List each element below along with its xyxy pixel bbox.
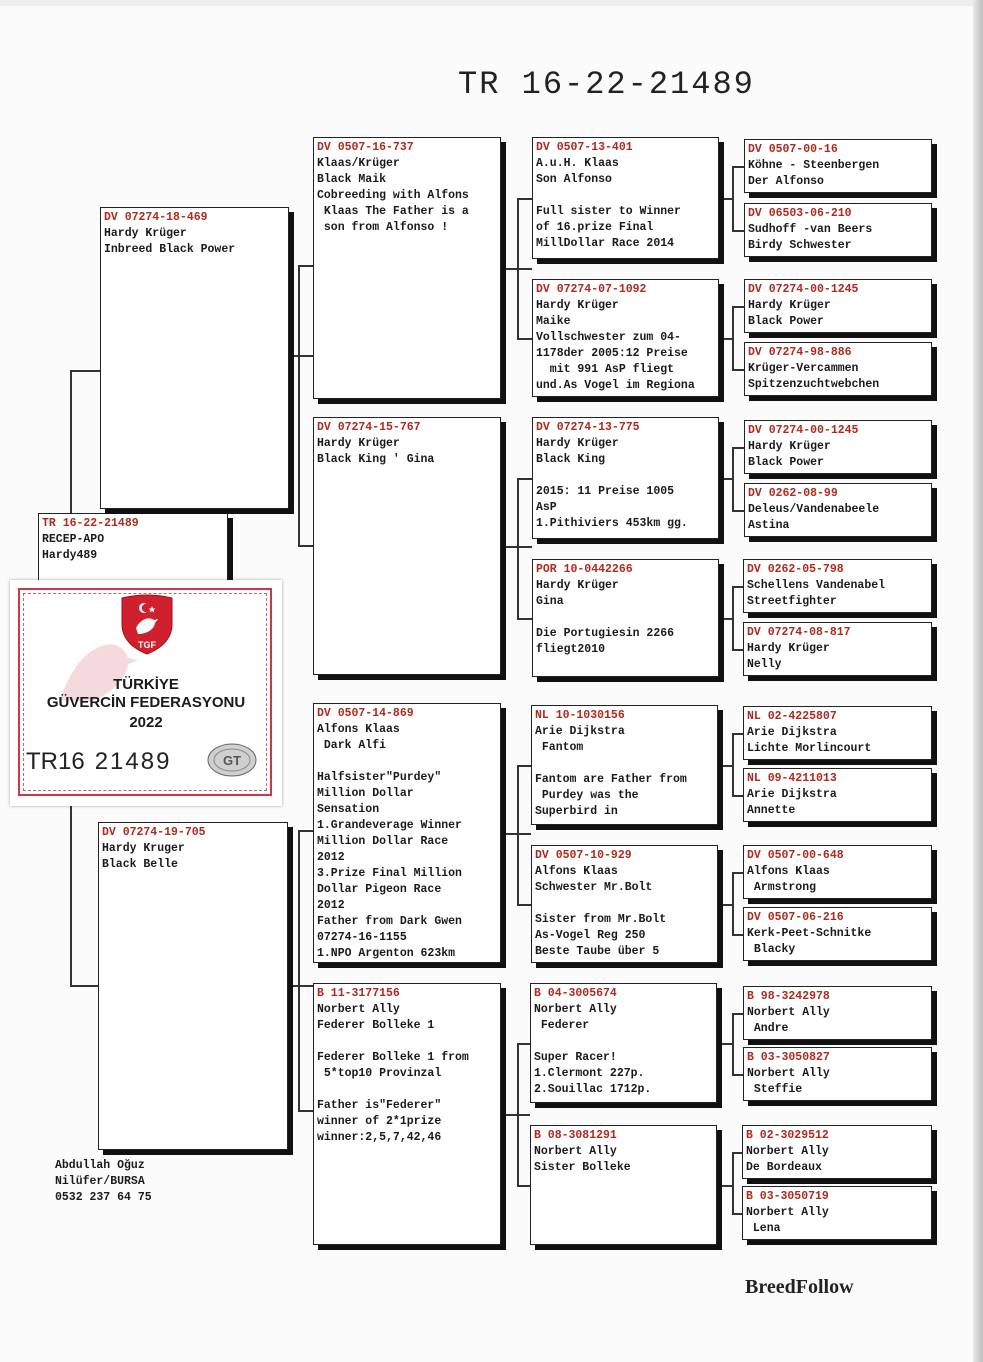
great-grandparent-line: 2015: 11 Preise 1005	[536, 485, 675, 498]
mother-ring: DV 07274-19-705	[102, 826, 206, 839]
ggg-line: Black Power	[748, 456, 824, 469]
ggg-ring: B 03-3050719	[746, 1190, 829, 1203]
great-grandparent-line: of 16.prize Final	[536, 221, 654, 234]
line-gap	[317, 754, 497, 770]
ggg-line: Lichte Morlincourt	[747, 742, 872, 755]
ggg-card[interactable]	[744, 420, 932, 474]
grandparent-line: 1.Grandeverage Winner	[317, 819, 462, 832]
ggg-ring: DV 0507-00-648	[747, 849, 844, 862]
father-card[interactable]	[100, 207, 289, 509]
ggg-line: Birdy Schwester	[748, 239, 852, 252]
hologram-seal-icon	[206, 742, 258, 778]
connector-line	[501, 833, 531, 835]
great-grandparent-line: Super Racer!	[534, 1051, 617, 1064]
grandparent-card[interactable]	[313, 703, 501, 963]
grandparent-line: 3.Prize Final Million	[317, 867, 462, 880]
great-grandparent-card[interactable]	[532, 137, 719, 259]
ggg-card[interactable]	[743, 622, 932, 676]
certificate-ring	[26, 748, 171, 776]
great-grandparent-line: Norbert Ally	[534, 1003, 617, 1016]
brand-logo: BreedFollow	[745, 1276, 854, 1298]
subject-ring: TR 16-22-21489	[42, 517, 139, 530]
connector-line	[298, 1110, 313, 1112]
connector-line	[70, 985, 98, 987]
great-grandparent-ring: DV 0507-13-401	[536, 141, 633, 154]
great-grandparent-card[interactable]	[532, 559, 719, 677]
grandparent-line: Federer Bolleke 1 from	[317, 1051, 469, 1064]
ggg-ring: B 02-3029512	[746, 1129, 829, 1142]
connector-line	[288, 985, 313, 987]
great-grandparent-line: Gina	[536, 595, 564, 608]
ggg-line: Köhne - Steenbergen	[748, 159, 880, 172]
great-grandparent-line: Sister Bolleke	[534, 1161, 631, 1174]
owner-city: Nilüfer/BURSA	[55, 1175, 145, 1188]
connector-line	[517, 1185, 530, 1187]
connector-line	[722, 1043, 732, 1045]
great-grandparent-line: Fantom	[535, 741, 584, 754]
great-grandparent-line: 2.Souillac 1712p.	[534, 1083, 652, 1096]
great-grandparent-card[interactable]	[531, 845, 718, 963]
grandparent-line: winner:2,5,7,42,46	[317, 1131, 442, 1144]
great-grandparent-line: Fantom are Father from	[535, 773, 687, 786]
ggg-ring: DV 0262-08-99	[748, 487, 838, 500]
connector-line	[298, 830, 313, 832]
great-grandparent-line: 1.Pithiviers 453km gg.	[536, 517, 688, 530]
mother-line: Hardy Kruger	[102, 842, 185, 855]
great-grandparent-line: und.As Vogel im Regiona	[536, 379, 695, 392]
connector-line	[298, 830, 300, 1110]
mother-line: Black Belle	[102, 858, 178, 871]
grandparent-line: 1.NPO Argenton 623km	[317, 947, 456, 960]
connector-line	[517, 765, 519, 904]
ggg-line: Krüger-Vercammen	[748, 362, 859, 375]
ggg-card[interactable]	[742, 1186, 932, 1240]
connector-line	[732, 369, 744, 371]
ggg-card[interactable]	[743, 706, 932, 760]
ggg-line: Lena	[746, 1222, 781, 1235]
ggg-line: Norbert Ally	[746, 1145, 829, 1158]
ggg-card[interactable]	[744, 483, 932, 537]
scan-edge-right	[973, 0, 983, 1362]
ggg-ring: DV 07274-00-1245	[748, 283, 859, 296]
grandparent-line: Million Dollar	[317, 787, 414, 800]
seal-text: GT	[222, 753, 242, 768]
mother-card[interactable]	[98, 822, 288, 1150]
subject-line: RECEP-APO	[42, 533, 105, 546]
ggg-line: Norbert Ally	[747, 1067, 830, 1080]
ggg-line: Kerk-Peet-Schnitke	[747, 927, 872, 940]
owner-name: Abdullah Oğuz	[55, 1159, 145, 1172]
ggg-ring: DV 07274-08-817	[747, 626, 851, 639]
great-grandparent-line: Norbert Ally	[534, 1145, 617, 1158]
ggg-card[interactable]	[742, 1125, 932, 1179]
great-grandparent-line: Maike	[536, 315, 571, 328]
ggg-line: Schellens Vandenabel	[747, 579, 886, 592]
page-title: TR 16-22-21489	[458, 66, 755, 103]
ggg-ring: DV 06503-06-210	[748, 207, 852, 220]
ggg-card[interactable]	[744, 203, 932, 257]
grandparent-card[interactable]	[313, 983, 501, 1245]
grandparent-line: Klaas/Krüger	[317, 157, 400, 170]
connector-line	[732, 447, 734, 510]
great-grandparent-line: Arie Dijkstra	[535, 725, 625, 738]
ggg-line: Black Power	[748, 315, 824, 328]
connector-line	[732, 166, 734, 230]
certificate-ring-prefix: TR16	[26, 748, 85, 775]
ggg-line: Sudhoff -van Beers	[748, 223, 873, 236]
great-grandparent-line: Hardy Krüger	[536, 579, 619, 592]
line-gap	[317, 1034, 497, 1050]
ggg-line: Nelly	[747, 658, 782, 671]
great-grandparent-ring: DV 07274-07-1092	[536, 283, 647, 296]
grandparent-line: Norbert Ally	[317, 1003, 400, 1016]
great-grandparent-line: 1.Clermont 227p.	[534, 1067, 645, 1080]
ggg-line: Andre	[747, 1022, 789, 1035]
great-grandparent-line: Superbird in	[535, 805, 618, 818]
ggg-line: Hardy Krüger	[747, 642, 830, 655]
connector-line	[722, 618, 732, 620]
connector-line	[298, 545, 313, 547]
connector-line	[722, 1185, 732, 1187]
great-grandparent-ring: DV 07274-13-775	[536, 421, 640, 434]
connector-line	[517, 338, 532, 340]
connector-line	[722, 904, 732, 906]
grandparent-line: Hardy Krüger	[317, 437, 400, 450]
connector-line	[501, 546, 532, 548]
connector-line	[722, 478, 732, 480]
grandparent-line: Klaas The Father is a	[317, 205, 469, 218]
great-grandparent-line: Beste Taube über 5	[535, 945, 660, 958]
father-line: Inbreed Black Power	[104, 243, 236, 256]
ggg-ring: NL 09-4211013	[747, 772, 837, 785]
grandparent-ring: DV 07274-15-767	[317, 421, 421, 434]
ggg-ring: B 98-3242978	[747, 990, 830, 1003]
grandparent-line: son from Alfonso !	[317, 221, 449, 234]
ggg-line: Norbert Ally	[746, 1206, 829, 1219]
connector-line	[722, 765, 732, 767]
line-gap	[536, 610, 715, 626]
connector-line	[732, 306, 744, 308]
owner-info	[55, 1158, 152, 1206]
grandparent-ring: B 11-3177156	[317, 987, 400, 1000]
connector-line	[732, 872, 734, 934]
great-grandparent-line: AsP	[536, 501, 557, 514]
grandparent-line: Federer Bolleke 1	[317, 1019, 435, 1032]
great-grandparent-ring: NL 10-1030156	[535, 709, 625, 722]
connector-line	[517, 198, 532, 200]
great-grandparent-ring: B 04-3005674	[534, 987, 617, 1000]
ggg-ring: DV 0507-00-16	[748, 143, 838, 156]
ggg-card[interactable]	[743, 1047, 932, 1101]
line-gap	[536, 188, 715, 204]
grandparent-line: Father is"Federer"	[317, 1099, 442, 1112]
great-grandparent-line: Die Portugiesin 2266	[536, 627, 675, 640]
ggg-line: Alfons Klaas	[747, 865, 830, 878]
connector-line	[517, 618, 532, 620]
ggg-ring: NL 02-4225807	[747, 710, 837, 723]
certificate-ring-number: 21489	[94, 748, 172, 775]
scan-edge-top	[0, 0, 983, 6]
ggg-line: Hardy Krüger	[748, 299, 831, 312]
grandparent-line: Halfsister"Purdey"	[317, 771, 442, 784]
great-grandparent-line: Alfons Klaas	[535, 865, 618, 878]
line-gap	[535, 896, 714, 912]
ggg-card[interactable]	[743, 559, 932, 613]
connector-line	[722, 338, 732, 340]
grandparent-line: Dollar Pigeon Race	[317, 883, 442, 896]
grandparent-line: 07274-16-1155	[317, 931, 407, 944]
connector-line	[517, 478, 532, 480]
great-grandparent-line: Vollschwester zum 04-	[536, 331, 681, 344]
ggg-card[interactable]	[744, 279, 932, 333]
line-gap	[536, 468, 715, 484]
certificate-federation: GÜVERCİN FEDERASYONU	[46, 694, 246, 711]
grandparent-line: Sensation	[317, 803, 380, 816]
connector-line	[517, 1043, 530, 1045]
ggg-line: De Bordeaux	[746, 1161, 822, 1174]
connector-line	[732, 510, 744, 512]
grandparent-line: 2012	[317, 851, 345, 864]
connector-line	[501, 268, 532, 270]
great-grandparent-line: MillDollar Race 2014	[536, 237, 675, 250]
grandparent-line: Alfons Klaas	[317, 723, 400, 736]
father-ring: DV 07274-18-469	[104, 211, 208, 224]
great-grandparent-line: Federer	[534, 1019, 590, 1032]
great-grandparent-ring: POR 10-0442266	[536, 563, 633, 576]
great-grandparent-line: mit 991 AsP fliegt	[536, 363, 675, 376]
connector-line	[517, 478, 519, 618]
ggg-line: Norbert Ally	[747, 1006, 830, 1019]
ggg-card[interactable]	[743, 768, 932, 822]
ggg-line: Astina	[748, 519, 790, 532]
great-grandparent-line: fliegt2010	[536, 643, 606, 656]
ggg-line: Spitzenzuchtwebchen	[748, 378, 880, 391]
grandparent-line: Father from Dark Gwen	[317, 915, 462, 928]
connector-line	[732, 586, 734, 649]
connector-line	[298, 265, 300, 545]
line-gap	[317, 1082, 497, 1098]
owner-phone: 0532 237 64 75	[55, 1191, 152, 1204]
ggg-card[interactable]	[743, 845, 932, 899]
certificate-year: 2022	[129, 714, 163, 731]
grandparent-card[interactable]	[313, 417, 501, 675]
connector-line	[289, 355, 313, 357]
connector-line	[298, 265, 313, 267]
father-line: Hardy Krüger	[104, 227, 187, 240]
connector-line	[732, 166, 744, 168]
connector-line	[732, 230, 744, 232]
ggg-card[interactable]	[744, 139, 932, 193]
great-grandparent-line: Full sister to Winner	[536, 205, 681, 218]
great-grandparent-card[interactable]	[530, 1125, 717, 1245]
ggg-line: Armstrong	[747, 881, 817, 894]
great-grandparent-ring: B 08-3081291	[534, 1129, 617, 1142]
ggg-ring: DV 0507-06-216	[747, 911, 844, 924]
ggg-line: Steffie	[747, 1083, 803, 1096]
great-grandparent-ring: DV 0507-10-929	[535, 849, 632, 862]
grandparent-line: 5*top10 Provinzal	[317, 1067, 442, 1080]
ggg-card[interactable]	[743, 986, 932, 1040]
grandparent-ring: DV 0507-16-737	[317, 141, 414, 154]
grandparent-line: 2012	[317, 899, 345, 912]
line-gap	[534, 1034, 713, 1050]
ggg-ring: DV 0262-05-798	[747, 563, 844, 576]
grandparent-line: Dark Alfi	[317, 739, 387, 752]
great-grandparent-line: Son Alfonso	[536, 173, 612, 186]
tgf-logo-text: TGF	[138, 640, 156, 650]
great-grandparent-line: Sister from Mr.Bolt	[535, 913, 667, 926]
connector-line	[732, 733, 734, 795]
grandparent-line: Cobreeding with Alfons	[317, 189, 469, 202]
great-grandparent-line: Black King	[536, 453, 606, 466]
great-grandparent-line: A.u.H. Klaas	[536, 157, 619, 170]
connector-line	[732, 1013, 734, 1074]
tgf-shield-logo-icon	[118, 594, 176, 656]
grandparent-card[interactable]	[313, 137, 501, 399]
ggg-ring: DV 07274-98-886	[748, 346, 852, 359]
ggg-line: Der Alfonso	[748, 175, 824, 188]
subject-line: Hardy489	[42, 549, 98, 562]
ggg-line: Arie Dijkstra	[747, 788, 837, 801]
line-gap	[535, 756, 714, 772]
connector-line	[722, 198, 732, 200]
ggg-line: Arie Dijkstra	[747, 726, 837, 739]
ggg-line: Annette	[747, 804, 796, 817]
great-grandparent-card[interactable]	[531, 705, 718, 825]
great-grandparent-line: 1178der 2005:12 Preise	[536, 347, 688, 360]
grandparent-line: Black Maik	[317, 173, 387, 186]
great-grandparent-card[interactable]	[532, 417, 719, 539]
ggg-ring: DV 07274-00-1245	[748, 424, 859, 437]
connector-line	[732, 306, 734, 369]
great-grandparent-line: Hardy Krüger	[536, 299, 619, 312]
ggg-line: Hardy Krüger	[748, 440, 831, 453]
connector-line	[732, 1152, 734, 1213]
great-grandparent-line: Hardy Krüger	[536, 437, 619, 450]
ggg-line: Deleus/Vandenabeele	[748, 503, 880, 516]
connector-line	[517, 904, 531, 906]
great-grandparent-card[interactable]	[532, 279, 719, 397]
federation-certificate	[10, 580, 282, 806]
ggg-line: Blacky	[747, 943, 796, 956]
great-grandparent-line: As-Vogel Reg 250	[535, 929, 646, 942]
certificate-country: TÜRKİYE	[113, 676, 179, 693]
grandparent-line: Million Dollar Race	[317, 835, 449, 848]
grandparent-line: Black King ' Gina	[317, 453, 435, 466]
ggg-card[interactable]	[744, 342, 932, 396]
ggg-line: Streetfighter	[747, 595, 837, 608]
great-grandparent-card[interactable]	[530, 983, 717, 1103]
grandparent-ring: DV 0507-14-869	[317, 707, 414, 720]
ggg-card[interactable]	[743, 907, 932, 961]
grandparent-line: winner of 2*1prize	[317, 1115, 442, 1128]
connector-line	[501, 1114, 530, 1116]
connector-line	[70, 370, 100, 372]
connector-line	[517, 765, 531, 767]
ggg-ring: B 03-3050827	[747, 1051, 830, 1064]
great-grandparent-line: Schwester Mr.Bolt	[535, 881, 653, 894]
great-grandparent-line: Purdey was the	[535, 789, 639, 802]
connector-line	[732, 447, 744, 449]
